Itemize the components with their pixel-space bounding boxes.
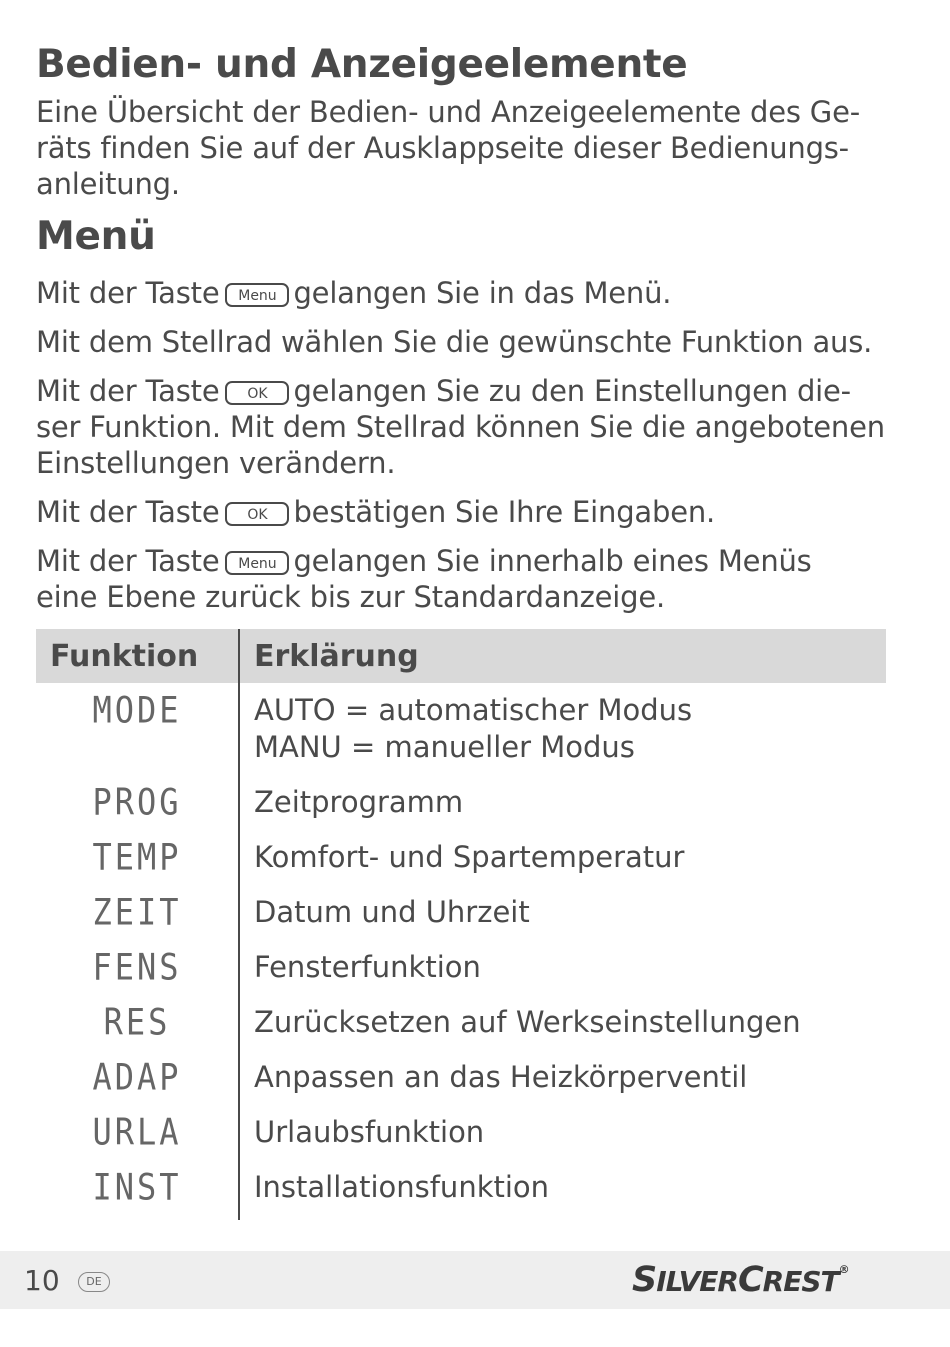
function-code: TEMP bbox=[36, 830, 239, 885]
table-row bbox=[36, 775, 886, 830]
function-code: MODE bbox=[36, 683, 239, 775]
function-code: FENS bbox=[36, 940, 239, 995]
language-badge: DE bbox=[78, 1272, 110, 1292]
function-description: Datum und Uhrzeit bbox=[254, 895, 530, 929]
table-row bbox=[36, 1050, 886, 1105]
function-table bbox=[36, 629, 886, 1220]
function-description: Zeitprogramm bbox=[254, 785, 464, 819]
table-row bbox=[36, 1160, 886, 1220]
menu-paragraph-2: Mit dem Stellrad wählen Sie die gewünschte Funktion aus. bbox=[36, 325, 873, 359]
function-code: RES bbox=[36, 995, 239, 1050]
function-description: Anpassen an das Heizkörperventil bbox=[254, 1060, 748, 1094]
function-code: ZEIT bbox=[36, 885, 239, 940]
menu-paragraph-1: Mit der Taste Menu gelangen Sie in das Menü. bbox=[36, 276, 672, 310]
menu-paragraph-5: Mit der Taste Menu gelangen Sie innerhalb eines Menüs eine Ebene zurück bis zur Standardanzeige. bbox=[36, 544, 812, 614]
menu-key-icon: Menu bbox=[225, 551, 289, 575]
function-code: URLA bbox=[36, 1105, 239, 1160]
section-title-controls: Bedien- und Anzeigeelemente bbox=[36, 42, 688, 87]
table-row bbox=[36, 830, 886, 885]
page-content bbox=[36, 40, 886, 1220]
menu-paragraph-4: Mit der Taste OK bestätigen Sie Ihre Eingaben. bbox=[36, 495, 716, 529]
function-description: Fensterfunktion bbox=[254, 950, 481, 984]
function-description: Zurücksetzen auf Werkseinstellungen bbox=[254, 1005, 801, 1039]
brand-logo: SILVERCREST® bbox=[632, 1260, 849, 1300]
ok-key-icon: OK bbox=[225, 502, 289, 526]
function-description: Installationsfunktion bbox=[254, 1170, 550, 1204]
table-row bbox=[36, 1105, 886, 1160]
ok-key-icon: OK bbox=[225, 381, 289, 405]
page-number: 10 bbox=[24, 1264, 60, 1297]
controls-intro-text: Eine Übersicht der Bedien- und Anzeigeelemente des Ge- räts finden Sie auf der Ausklappseite dieser Bedienungs- anleitung. bbox=[36, 95, 860, 201]
header-funktion: Funktion bbox=[36, 629, 239, 683]
page-footer bbox=[0, 1251, 950, 1309]
function-code: ADAP bbox=[36, 1050, 239, 1105]
function-code: INST bbox=[36, 1160, 239, 1220]
header-erklaerung: Erklärung bbox=[239, 629, 886, 683]
menu-key-icon: Menu bbox=[225, 283, 289, 307]
function-description: Urlaubsfunktion bbox=[254, 1115, 485, 1149]
function-description: Komfort- und Spartemperatur bbox=[254, 840, 685, 874]
menu-paragraph-3: Mit der Taste OK gelangen Sie zu den Einstellungen die- ser Funktion. Mit dem Stellrad können Sie die angebotenen Einstellungen verändern. bbox=[36, 374, 885, 480]
function-code: PROG bbox=[36, 775, 239, 830]
table-row bbox=[36, 683, 886, 775]
function-description: AUTO = automatischer Modus MANU = manueller Modus bbox=[254, 693, 693, 764]
table-header-row bbox=[36, 629, 886, 683]
table-row bbox=[36, 995, 886, 1050]
section-title-menu: Menü bbox=[36, 214, 156, 259]
table-row bbox=[36, 885, 886, 940]
table-row bbox=[36, 940, 886, 995]
